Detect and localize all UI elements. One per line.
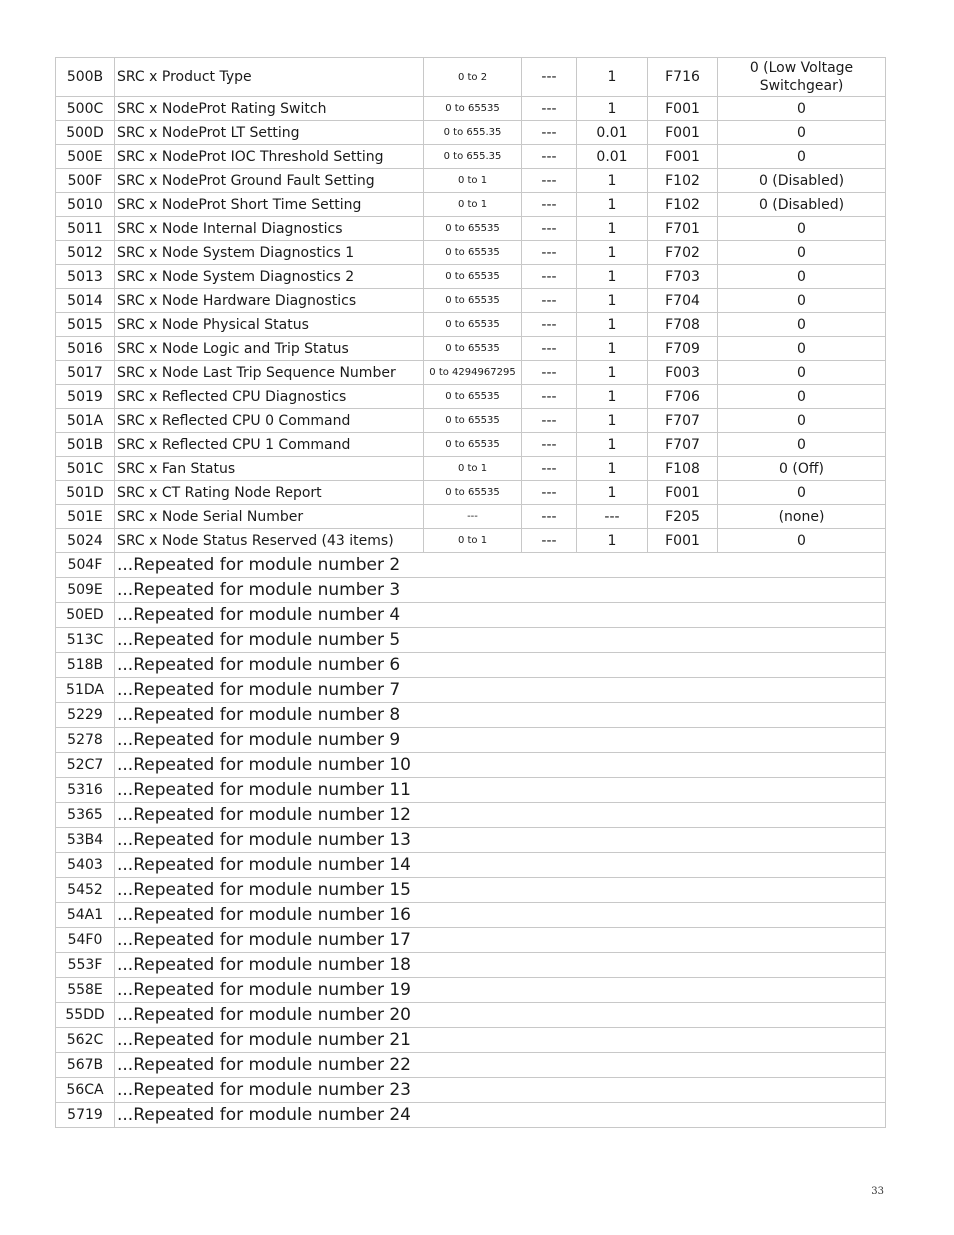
parameter-name: SRC x Product Type	[115, 58, 424, 97]
parameter-name: SRC x NodeProt Short Time Setting	[115, 193, 424, 217]
value-range: 0 to 4294967295	[424, 361, 522, 385]
value-range: 0 to 65535	[424, 289, 522, 313]
register-address: 501C	[56, 457, 115, 481]
register-address: 50ED	[56, 603, 115, 628]
register-address: 56CA	[56, 1078, 115, 1103]
default-value: 0	[718, 121, 886, 145]
parameter-name: SRC x Node Status Reserved (43 items)	[115, 529, 424, 553]
step-value: 1	[577, 217, 648, 241]
register-address: 5316	[56, 778, 115, 803]
step-value: 1	[577, 241, 648, 265]
parameter-name: SRC x NodeProt Ground Fault Setting	[115, 169, 424, 193]
register-address: 500D	[56, 121, 115, 145]
register-address: 509E	[56, 578, 115, 603]
format-code: F702	[648, 241, 718, 265]
register-address: 5014	[56, 289, 115, 313]
repeat-row	[56, 953, 886, 978]
units: ---	[522, 313, 577, 337]
format-code: F001	[648, 145, 718, 169]
value-range: 0 to 655.35	[424, 145, 522, 169]
repeat-note: ...Repeated for module number 9	[115, 728, 886, 753]
parameter-name: SRC x NodeProt IOC Threshold Setting	[115, 145, 424, 169]
repeat-row	[56, 928, 886, 953]
repeat-note: ...Repeated for module number 14	[115, 853, 886, 878]
repeat-row	[56, 853, 886, 878]
table-row	[56, 97, 886, 121]
step-value: 1	[577, 529, 648, 553]
repeat-row	[56, 1078, 886, 1103]
register-address: 5365	[56, 803, 115, 828]
page-number: 33	[871, 1186, 884, 1197]
repeat-note: ...Repeated for module number 20	[115, 1003, 886, 1028]
units: ---	[522, 481, 577, 505]
value-range: 0 to 65535	[424, 265, 522, 289]
table-row	[56, 241, 886, 265]
table-row	[56, 313, 886, 337]
parameter-name: SRC x Node Physical Status	[115, 313, 424, 337]
default-value: 0	[718, 97, 886, 121]
register-address: 5012	[56, 241, 115, 265]
format-code: F701	[648, 217, 718, 241]
register-address: 54A1	[56, 903, 115, 928]
format-code: F001	[648, 121, 718, 145]
units: ---	[522, 433, 577, 457]
units: ---	[522, 193, 577, 217]
value-range: 0 to 65535	[424, 217, 522, 241]
table-row	[56, 217, 886, 241]
modbus-register-table	[55, 57, 886, 1128]
step-value: 1	[577, 265, 648, 289]
register-address: 5024	[56, 529, 115, 553]
repeat-note: ...Repeated for module number 12	[115, 803, 886, 828]
register-address: 51DA	[56, 678, 115, 703]
format-code: F108	[648, 457, 718, 481]
units: ---	[522, 217, 577, 241]
repeat-note: ...Repeated for module number 4	[115, 603, 886, 628]
register-address: 558E	[56, 978, 115, 1003]
repeat-row	[56, 628, 886, 653]
default-value: 0	[718, 529, 886, 553]
units: ---	[522, 121, 577, 145]
value-range: 0 to 65535	[424, 409, 522, 433]
parameter-name: SRC x Node Internal Diagnostics	[115, 217, 424, 241]
table-row	[56, 145, 886, 169]
parameter-name: SRC x Node Logic and Trip Status	[115, 337, 424, 361]
parameter-name: SRC x Reflected CPU 0 Command	[115, 409, 424, 433]
table-row	[56, 58, 886, 97]
table-row	[56, 457, 886, 481]
repeat-note: ...Repeated for module number 2	[115, 553, 886, 578]
parameter-name: SRC x Fan Status	[115, 457, 424, 481]
format-code: F001	[648, 481, 718, 505]
value-range: 0 to 1	[424, 457, 522, 481]
step-value: 1	[577, 481, 648, 505]
register-address: 500B	[56, 58, 115, 97]
repeat-note: ...Repeated for module number 21	[115, 1028, 886, 1053]
repeat-row	[56, 1053, 886, 1078]
step-value: 0.01	[577, 121, 648, 145]
table-row	[56, 169, 886, 193]
repeat-row	[56, 578, 886, 603]
units: ---	[522, 337, 577, 361]
repeat-row	[56, 803, 886, 828]
repeat-note: ...Repeated for module number 19	[115, 978, 886, 1003]
table-row	[56, 481, 886, 505]
repeat-note: ...Repeated for module number 17	[115, 928, 886, 953]
step-value: 1	[577, 385, 648, 409]
table-row	[56, 289, 886, 313]
value-range: 0 to 2	[424, 58, 522, 97]
value-range: 0 to 1	[424, 529, 522, 553]
value-range: ---	[424, 505, 522, 529]
repeat-row	[56, 553, 886, 578]
value-range: 0 to 655.35	[424, 121, 522, 145]
units: ---	[522, 385, 577, 409]
value-range: 0 to 1	[424, 193, 522, 217]
register-address: 52C7	[56, 753, 115, 778]
format-code: F707	[648, 409, 718, 433]
table-row	[56, 121, 886, 145]
units: ---	[522, 97, 577, 121]
units: ---	[522, 361, 577, 385]
register-address: 513C	[56, 628, 115, 653]
format-code: F703	[648, 265, 718, 289]
step-value: 1	[577, 193, 648, 217]
repeat-note: ...Repeated for module number 16	[115, 903, 886, 928]
format-code: F707	[648, 433, 718, 457]
value-range: 0 to 65535	[424, 433, 522, 457]
units: ---	[522, 169, 577, 193]
value-range: 0 to 65535	[424, 97, 522, 121]
register-address: 5011	[56, 217, 115, 241]
default-value: 0	[718, 313, 886, 337]
value-range: 0 to 65535	[424, 337, 522, 361]
units: ---	[522, 529, 577, 553]
register-address: 54F0	[56, 928, 115, 953]
format-code: F003	[648, 361, 718, 385]
register-address: 5010	[56, 193, 115, 217]
format-code: F704	[648, 289, 718, 313]
repeat-row	[56, 1103, 886, 1128]
units: ---	[522, 505, 577, 529]
default-value: 0	[718, 145, 886, 169]
format-code: F709	[648, 337, 718, 361]
repeat-row	[56, 753, 886, 778]
parameter-name: SRC x Node Last Trip Sequence Number	[115, 361, 424, 385]
format-code: F102	[648, 193, 718, 217]
format-code: F102	[648, 169, 718, 193]
parameter-name: SRC x CT Rating Node Report	[115, 481, 424, 505]
step-value: 1	[577, 361, 648, 385]
parameter-name: SRC x Node Serial Number	[115, 505, 424, 529]
repeat-note: ...Repeated for module number 15	[115, 878, 886, 903]
default-value: 0	[718, 361, 886, 385]
table-row	[56, 409, 886, 433]
repeat-row	[56, 728, 886, 753]
table-row	[56, 265, 886, 289]
format-code: F716	[648, 58, 718, 97]
register-address: 567B	[56, 1053, 115, 1078]
register-address: 553F	[56, 953, 115, 978]
units: ---	[522, 145, 577, 169]
repeat-note: ...Repeated for module number 13	[115, 828, 886, 853]
repeat-note: ...Repeated for module number 11	[115, 778, 886, 803]
format-code: F001	[648, 97, 718, 121]
default-value: 0	[718, 217, 886, 241]
format-code: F205	[648, 505, 718, 529]
default-value: (none)	[718, 505, 886, 529]
step-value: 1	[577, 337, 648, 361]
repeat-row	[56, 878, 886, 903]
step-value: 1	[577, 409, 648, 433]
register-address: 5719	[56, 1103, 115, 1128]
repeat-note: ...Repeated for module number 10	[115, 753, 886, 778]
register-address: 5229	[56, 703, 115, 728]
step-value: 1	[577, 169, 648, 193]
units: ---	[522, 265, 577, 289]
value-range: 0 to 1	[424, 169, 522, 193]
repeat-note: ...Repeated for module number 6	[115, 653, 886, 678]
repeat-note: ...Repeated for module number 23	[115, 1078, 886, 1103]
repeat-row	[56, 1003, 886, 1028]
default-value: 0	[718, 337, 886, 361]
step-value: 1	[577, 457, 648, 481]
default-value: 0	[718, 385, 886, 409]
register-address: 562C	[56, 1028, 115, 1053]
format-code: F706	[648, 385, 718, 409]
register-address: 5452	[56, 878, 115, 903]
parameter-name: SRC x Node System Diagnostics 1	[115, 241, 424, 265]
register-address: 5017	[56, 361, 115, 385]
default-value: 0	[718, 409, 886, 433]
units: ---	[522, 241, 577, 265]
table-row	[56, 433, 886, 457]
value-range: 0 to 65535	[424, 385, 522, 409]
register-address: 501D	[56, 481, 115, 505]
default-value: 0 (Disabled)	[718, 193, 886, 217]
repeat-row	[56, 603, 886, 628]
table-row	[56, 337, 886, 361]
table-row	[56, 505, 886, 529]
step-value: 1	[577, 313, 648, 337]
register-address: 5403	[56, 853, 115, 878]
repeat-row	[56, 653, 886, 678]
repeat-row	[56, 778, 886, 803]
parameter-name: SRC x NodeProt LT Setting	[115, 121, 424, 145]
format-code: F001	[648, 529, 718, 553]
units: ---	[522, 289, 577, 313]
register-address: 5013	[56, 265, 115, 289]
parameter-name: SRC x Node Hardware Diagnostics	[115, 289, 424, 313]
register-address: 501E	[56, 505, 115, 529]
register-address: 5016	[56, 337, 115, 361]
default-value: 0	[718, 289, 886, 313]
repeat-row	[56, 828, 886, 853]
value-range: 0 to 65535	[424, 481, 522, 505]
register-address: 500F	[56, 169, 115, 193]
repeat-row	[56, 678, 886, 703]
repeat-row	[56, 1028, 886, 1053]
default-value: 0	[718, 241, 886, 265]
repeat-row	[56, 703, 886, 728]
default-value: 0	[718, 265, 886, 289]
repeat-note: ...Repeated for module number 22	[115, 1053, 886, 1078]
repeat-row	[56, 903, 886, 928]
value-range: 0 to 65535	[424, 241, 522, 265]
value-range: 0 to 65535	[424, 313, 522, 337]
repeat-row	[56, 978, 886, 1003]
register-address: 5019	[56, 385, 115, 409]
repeat-note: ...Repeated for module number 7	[115, 678, 886, 703]
step-value: ---	[577, 505, 648, 529]
step-value: 1	[577, 289, 648, 313]
register-address: 501B	[56, 433, 115, 457]
step-value: 1	[577, 433, 648, 457]
step-value: 0.01	[577, 145, 648, 169]
format-code: F708	[648, 313, 718, 337]
table-row	[56, 385, 886, 409]
step-value: 1	[577, 58, 648, 97]
register-address: 500C	[56, 97, 115, 121]
parameter-name: SRC x Reflected CPU Diagnostics	[115, 385, 424, 409]
default-value: 0 (Disabled)	[718, 169, 886, 193]
default-value: 0	[718, 481, 886, 505]
parameter-name: SRC x Node System Diagnostics 2	[115, 265, 424, 289]
repeat-note: ...Repeated for module number 5	[115, 628, 886, 653]
parameter-name: SRC x Reflected CPU 1 Command	[115, 433, 424, 457]
register-address: 55DD	[56, 1003, 115, 1028]
default-value: 0	[718, 433, 886, 457]
register-address: 53B4	[56, 828, 115, 853]
repeat-note: ...Repeated for module number 18	[115, 953, 886, 978]
units: ---	[522, 409, 577, 433]
register-address: 518B	[56, 653, 115, 678]
units: ---	[522, 457, 577, 481]
step-value: 1	[577, 97, 648, 121]
register-address: 504F	[56, 553, 115, 578]
register-address: 5015	[56, 313, 115, 337]
parameter-name: SRC x NodeProt Rating Switch	[115, 97, 424, 121]
repeat-note: ...Repeated for module number 24	[115, 1103, 886, 1128]
register-address: 501A	[56, 409, 115, 433]
table-row	[56, 361, 886, 385]
units: ---	[522, 58, 577, 97]
repeat-note: ...Repeated for module number 3	[115, 578, 886, 603]
table-row	[56, 193, 886, 217]
repeat-note: ...Repeated for module number 8	[115, 703, 886, 728]
register-address: 500E	[56, 145, 115, 169]
table-row	[56, 529, 886, 553]
default-value: 0 (Off)	[718, 457, 886, 481]
register-address: 5278	[56, 728, 115, 753]
default-value: 0 (Low Voltage Switchgear)	[718, 58, 886, 97]
